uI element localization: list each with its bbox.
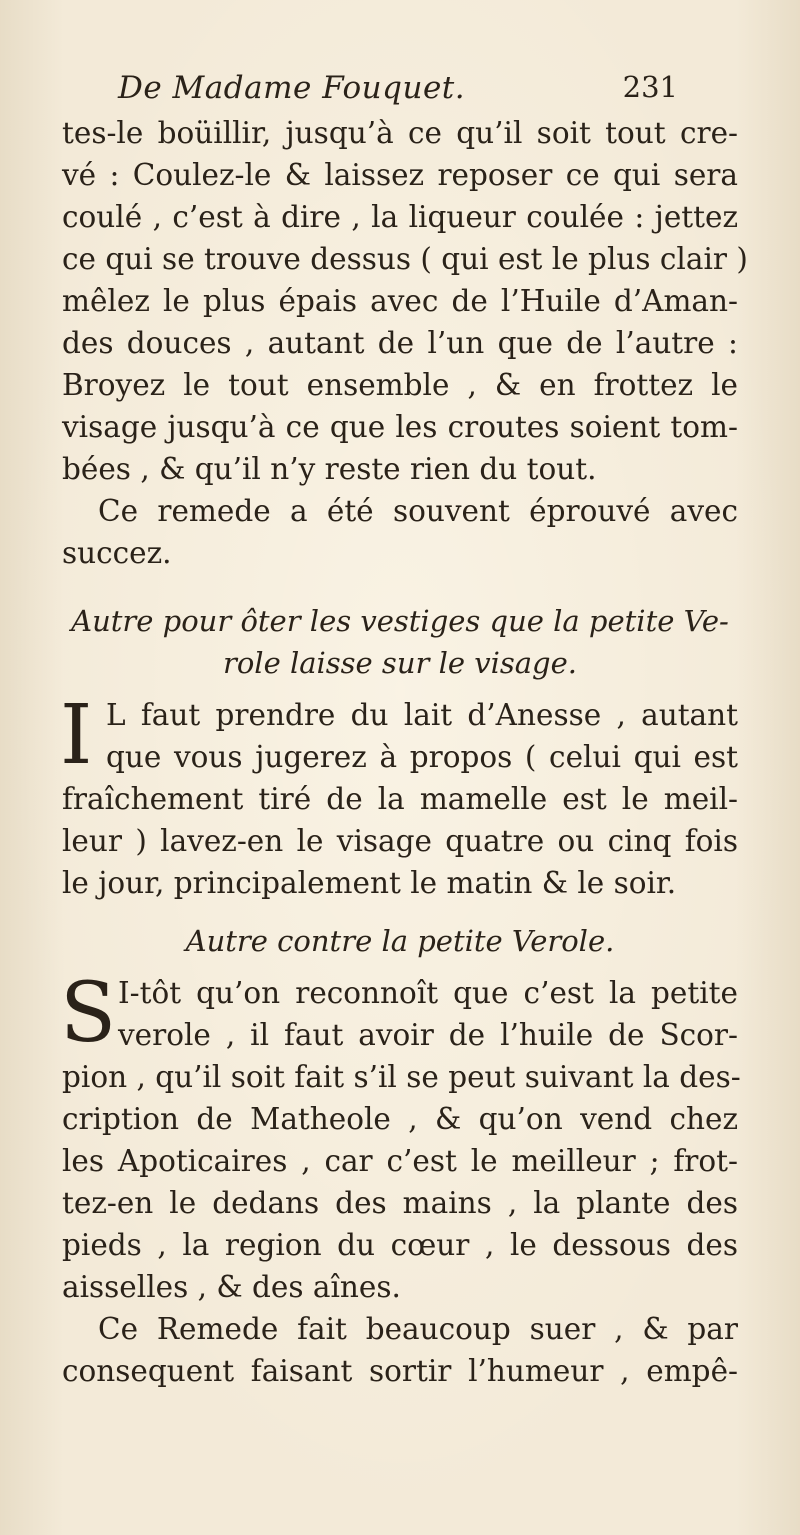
running-title: De Madame Fouquet. [118, 70, 466, 106]
text-line: verole , il faut avoir de l’huile de Scor- [118, 1018, 738, 1052]
text-line: tez-en le dedans des mains , la plante des [62, 1186, 738, 1220]
text-line: consequent faisant sortir l’humeur , empê- [62, 1354, 738, 1388]
text-line: mêlez le plus épais avec de l’Huile d’Aman- [62, 284, 738, 318]
paragraph-asses-milk [60, 688, 738, 904]
text-line: tes-le boüillir, jusqu’à ce qu’il soit tout cre- [62, 116, 738, 150]
text-line: pion , qu’il soit fait s’il se peut suivant la des- [62, 1060, 741, 1094]
text-line: pieds , la region du cœur , le dessous des [62, 1228, 738, 1262]
text-line: le jour, principalement le matin & le soir. [62, 866, 677, 900]
text-line: L faut prendre du lait d’Anesse , autant [106, 698, 738, 732]
text-line: Ce remede a été souvent éprouvé avec [98, 494, 738, 528]
text-line: Ce Remede fait beaucoup suer , & par [98, 1312, 738, 1346]
text-line: ce qui se trouve dessus ( qui est le plus clair ) [62, 242, 748, 276]
text-line: aisselles , & des aînes. [62, 1270, 401, 1304]
text-line: leur ) lavez-en le visage quatre ou cinq fois [62, 824, 738, 858]
body-text [60, 112, 748, 1392]
text-line: visage jusqu’à ce que les croutes soient tom- [62, 410, 738, 444]
text-line: les Apoticaires , car c’est le meilleur ; frot- [62, 1144, 738, 1178]
text-line: coulé , c’est à dire , la liqueur coulée : jettez [62, 200, 738, 234]
page-header [118, 70, 678, 110]
section-heading: Autre pour ôter les vestiges que la petite Ve- [71, 604, 729, 638]
paragraph-recipe-continuation [62, 112, 748, 490]
paragraph-tested-remedy [62, 490, 738, 574]
paragraph-scorpion-oil [60, 966, 741, 1308]
text-line: que vous jugerez à propos ( celui qui est [106, 740, 738, 774]
section-heading-continuation: role laisse sur le visage. [222, 646, 578, 680]
text-line: I-tôt qu’on reconnoît que c’est la petite [118, 976, 738, 1010]
page-number: 231 [622, 70, 678, 104]
drop-cap: S [60, 966, 117, 1061]
text-line: vé : Coulez-le & laissez reposer ce qui sera [62, 158, 738, 192]
text-line: succez. [62, 536, 172, 570]
text-line: Broyez le tout ensemble , & en frottez le [62, 368, 738, 402]
text-line: des douces , autant de l’un que de l’autre : [62, 326, 738, 360]
text-line: cription de Matheole , & qu’on vend chez [62, 1102, 738, 1136]
paragraph-sweating-effect [62, 1308, 738, 1392]
section-heading: Autre contre la petite Verole. [185, 924, 615, 958]
text-line: bées , & qu’il n’y reste rien du tout. [62, 452, 597, 486]
drop-cap: I [60, 688, 93, 783]
text-line: fraîchement tiré de la mamelle est le meil- [62, 782, 738, 816]
